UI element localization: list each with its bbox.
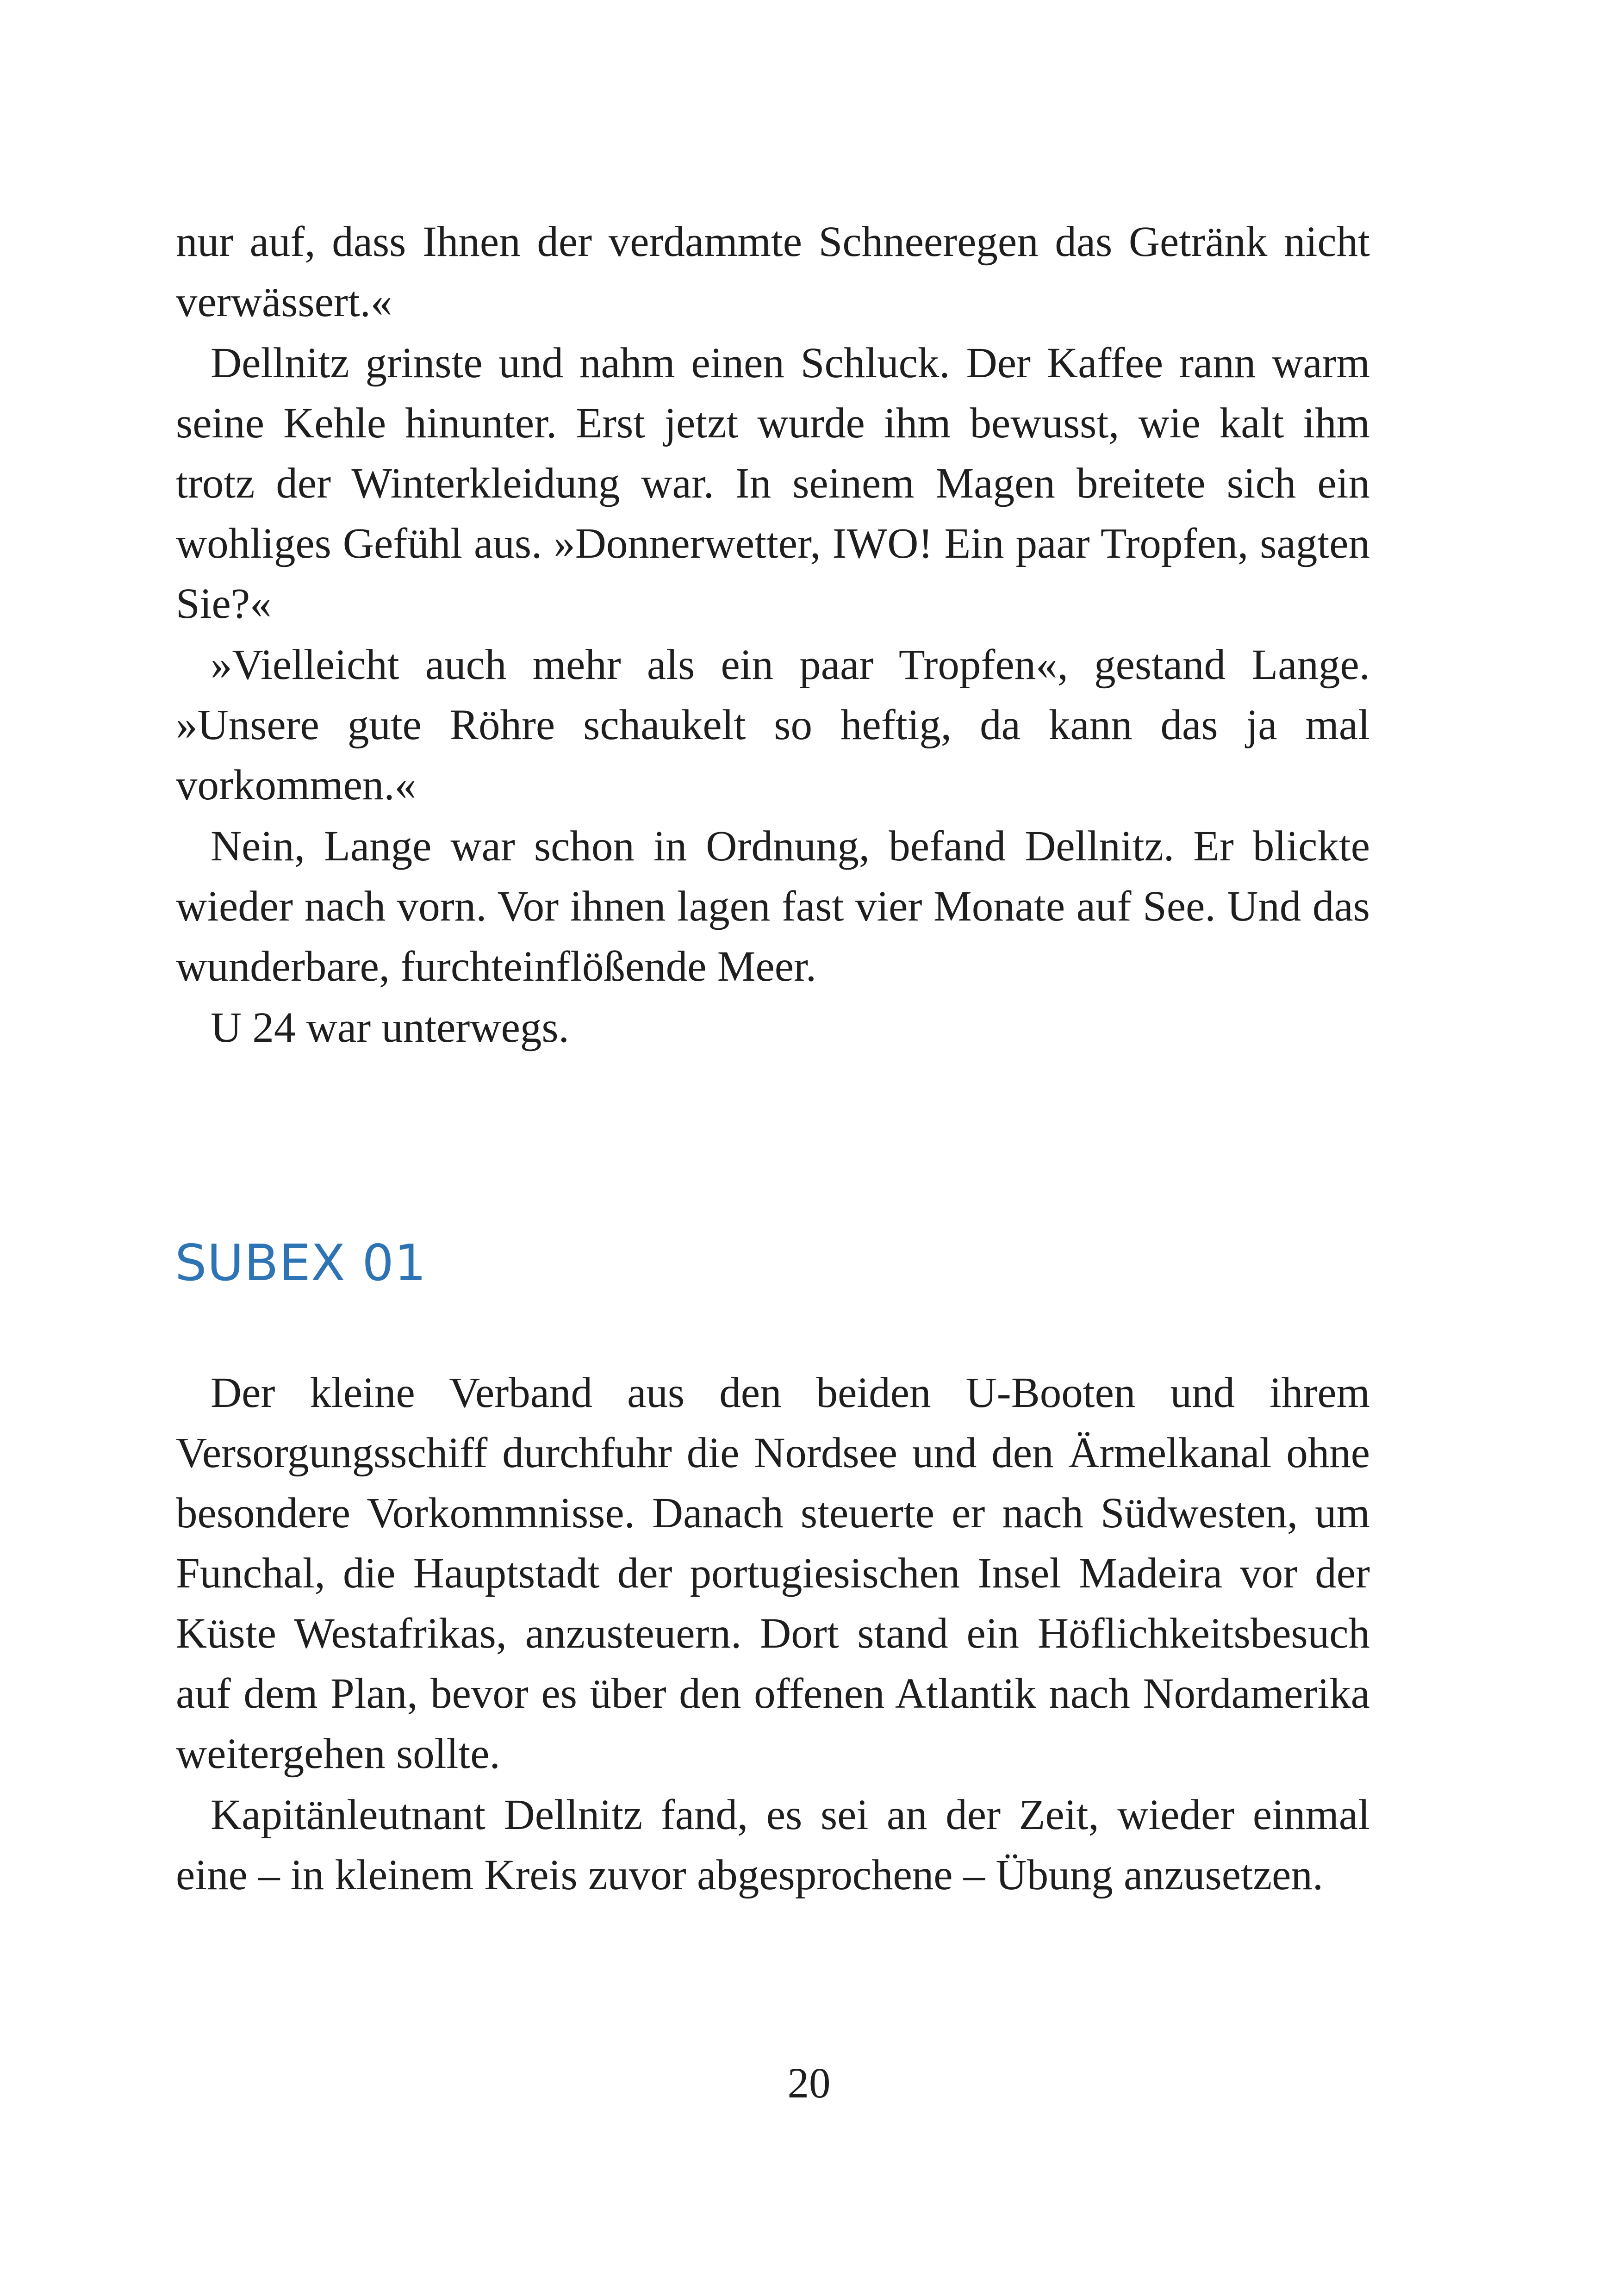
paragraph: Nein, Lange war schon in Ordnung, befand Dellnitz. Er blickte wieder nach vorn. Vor ihnen lagen fast vier Monate auf See. Und das wunderbare, furchteinflößende Meer. [176, 822, 1370, 990]
paragraph: »Vielleicht auch mehr als ein paar Tropfen«, gestand Lange. »Unsere gute Röhre schaukelt so heftig, da kann das ja mal vorkommen.« [176, 641, 1370, 809]
paragraph-continuation: nur auf, dass Ihnen der verdammte Schneeregen das Getränk nicht verwässert.« [176, 218, 1370, 326]
top-text-section [176, 212, 1370, 1059]
paragraph: Kapitänleutnant Dellnitz fand, es sei an der Zeit, wieder einmal eine – in kleinem Kreis zuvor abgesprochene – Übung anzusetzen. [176, 1791, 1370, 1899]
page-number: 20 [787, 2060, 831, 2107]
paragraph: Dellnitz grinste und nahm einen Schluck. Der Kaffee rann warm seine Kehle hinunter. Erst jetzt wurde ihm bewusst, wie kalt ihm trotz der Winterkleidung war. In seinem Magen breitete sich ein wohliges Gefühl aus. »Donnerwetter, IWO! Ein paar Tropfen, sagten Sie?« [176, 339, 1370, 628]
chapter-heading: SUBEX 01 [175, 1234, 427, 1292]
paragraph: U 24 war unterwegs. [211, 1004, 569, 1052]
paragraph: Der kleine Verband aus den beiden U-Booten und ihrem Versorgungsschiff durchfuhr die Nordsee und den Ärmelkanal ohne besondere Vorkommnisse. Danach steuerte er nach Südwesten, um Funchal, die Hauptstadt der portugiesischen Insel Madeira vor der Küste Westafrikas, anzusteuern. Dort stand ein Höflichkeitsbesuch auf dem Plan, bevor es über den offenen Atlantik nach Nordamerika weitergehen sollte. [176, 1369, 1370, 1778]
chapter-text-section [176, 1363, 1370, 1906]
